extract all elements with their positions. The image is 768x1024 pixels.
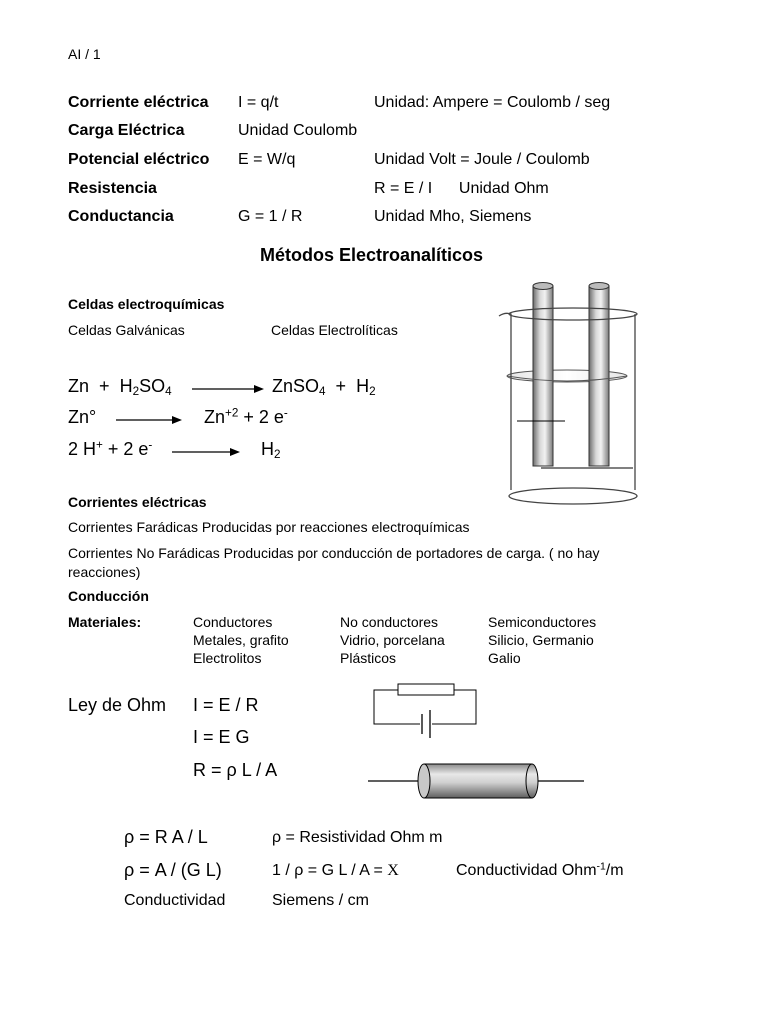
reaction-2-left: Zn° <box>68 407 97 427</box>
term-conductancia: Conductancia <box>68 208 174 225</box>
reaction-1-products <box>272 376 376 397</box>
reaction-3-right: $H_2$ <box>261 439 281 461</box>
electrochemical-cell-beaker <box>495 278 645 510</box>
celdas-electroliticas: Celdas Electrolíticas <box>271 322 398 338</box>
term-resistencia: Resistencia <box>68 180 157 197</box>
reaction-arrow <box>192 382 264 396</box>
rho-eq-1: ρ = R A / L <box>124 827 208 847</box>
corrientes-no-faradicas-line-2: reacciones) <box>68 564 141 580</box>
reaction-1-reactants <box>68 376 172 397</box>
chi-symbol: X <box>387 862 399 879</box>
formula-potencial: E = W/q <box>238 151 296 168</box>
formula-carga: Unidad Coulomb <box>238 122 358 139</box>
term-potencial: Potencial eléctrico <box>68 151 210 168</box>
unit-corriente: Unidad: Ampere = Coulomb / seg <box>374 94 611 111</box>
cylinder-conductor-icon <box>368 760 586 802</box>
no-conductores-item: Plásticos <box>340 650 397 666</box>
corrientes-faradicas: Corrientes Farádicas Producidas por reacciones electroquímicas <box>68 519 470 535</box>
term-corriente: Corriente eléctrica <box>68 94 209 111</box>
conductores-header: Conductores <box>193 614 273 630</box>
electrode-left <box>533 283 553 467</box>
unit-resistencia: R = E / I Unidad Ohm <box>374 180 549 197</box>
term-carga: Carga Eléctrica <box>68 122 185 139</box>
semiconductores-item: Galio <box>488 650 521 666</box>
formula-corriente: I = q/t <box>238 94 279 111</box>
semiconductores-header: Semiconductores <box>488 614 597 630</box>
reaction-3-left: 2 H+ + 2 e- <box>68 438 153 459</box>
conductores-item: Electrolitos <box>193 650 262 666</box>
celdas-galvanicas: Celdas Galvánicas <box>68 322 185 338</box>
ohm-eq-1: I = E / R <box>193 695 259 715</box>
conductividad-siemens: Siemens / cm <box>272 892 369 909</box>
celdas-heading: Celdas electroquímicas <box>68 296 225 312</box>
page-reference: AI / 1 <box>68 46 101 62</box>
product-h2: $H_2$ <box>356 376 376 398</box>
no-conductores-header: No conductores <box>340 614 439 630</box>
reaction-2-right: $Zn^{+2} + 2$ e- <box>204 406 288 427</box>
conduccion-heading: Conducción <box>68 588 149 604</box>
semiconductores-item: Silicio, Germanio <box>488 632 594 648</box>
electrode-right <box>589 283 609 467</box>
ohm-law-label: Ley de Ohm <box>68 695 167 715</box>
plus-sign: + <box>335 376 347 396</box>
page-title: Métodos Electroanalíticos <box>260 245 484 265</box>
ohm-eq-2: I = E G <box>193 727 250 747</box>
rho-eq-2: ρ = A / (G L) <box>124 860 222 880</box>
conductores-item: Metales, grafito <box>193 632 289 648</box>
formula-conductancia: G = 1 / R <box>238 208 303 225</box>
circuit-diagram-icon <box>372 682 480 744</box>
plus-sign: + <box>99 376 110 396</box>
conductividad-units: Conductividad Ohm$^{-1}$/m <box>456 861 624 879</box>
materiales-label: Materiales: <box>68 614 142 630</box>
reactant-zn: Zn <box>68 376 90 396</box>
reaction-arrow <box>116 413 182 427</box>
reaction-arrow <box>172 445 240 459</box>
rho-eq-2-desc: 1 / ρ = G L / A = X <box>272 862 399 879</box>
rho-eq-1-desc: ρ = Resistividad Ohm m <box>272 829 443 846</box>
unit-conductancia: Unidad Mho, Siemens <box>374 208 532 225</box>
unit-potencial: Unidad Volt = Joule / Coulomb <box>374 151 590 168</box>
reactant-h2so4: $H_2SO_4$ <box>119 376 172 398</box>
product-znso4: ZnSO$_4$ <box>272 376 326 398</box>
ohm-eq-3: R = ρ L / A <box>193 760 278 780</box>
corrientes-heading: Corrientes eléctricas <box>68 494 207 510</box>
no-conductores-item: Vidrio, porcelana <box>340 632 445 648</box>
conductividad-label: Conductividad <box>124 892 226 909</box>
corrientes-no-faradicas-line-1: Corrientes No Farádicas Producidas por conducción de portadores de carga. ( no hay <box>68 545 600 561</box>
